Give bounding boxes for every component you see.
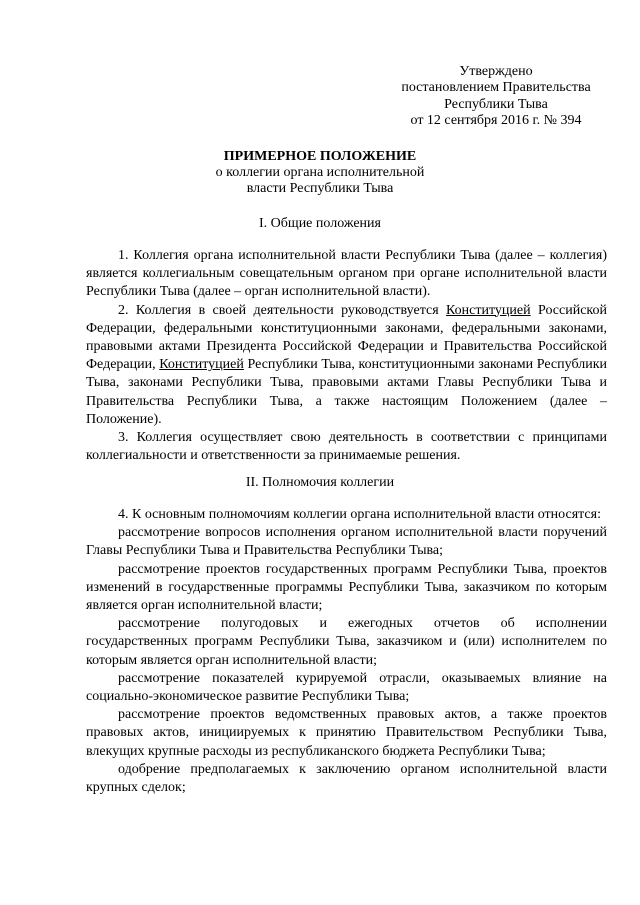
paragraph-text: Республики Тыва, конституционными законами Республики Тыва, законами Республики Тыва, правовыми актами Главы Республики Тыва и Правительства Республики Тыва, а также настоящим Положением (далее – Положение). (86, 357, 607, 427)
constitution-rf-link[interactable]: Конституцией (446, 302, 531, 318)
title-heading: ПРИМЕРНОЕ ПОЛОЖЕНИЕ (223, 149, 417, 164)
paragraph-text: 2. Коллегия в своей деятельности руководствуется (118, 302, 447, 318)
approval-line: от 12 сентября 2016 г. № 394 (410, 112, 582, 128)
list-item: рассмотрение проектов ведомственных правовых актов, а также проектов правовых актов, инициируемых к принятию Правительством Республики Тыва, влекущих крупные расходы из республиканского бюджета Республики Тыва; (86, 707, 607, 759)
paragraph-1: 1. Коллегия органа исполнительной власти Республики Тыва (далее – коллегия) является коллегиальным совещательным органом при органе исполнительной власти Республики Тыва (далее – орган исполнительной власти). (86, 248, 607, 300)
paragraph-4: 4. К основным полномочиям коллегии органа исполнительной власти относятся: (118, 507, 601, 522)
document-title (0, 149, 640, 197)
list-item: рассмотрение полугодовых и ежегодных отчетов об исполнении государственных программ Республики Тыва, заказчиком и (или) исполнителем по которым является орган исполнительной власти; (86, 616, 607, 668)
approval-line: Утверждено (459, 64, 533, 79)
approval-line: постановлением Правительства (401, 80, 591, 96)
section-heading-1: I. Общие положения (259, 216, 381, 231)
paragraph-2 (86, 302, 607, 429)
paragraph-text: Российской Федерации, федеральными конституционными законами, федеральными законами, правовыми актами Президента Российской Федерации и Правительства Российской Федерации, (86, 302, 607, 373)
section-2-body (86, 506, 607, 797)
list-item: рассмотрение проектов государственных программ Республики Тыва, проектов изменений в государственные программы Республики Тыва, заказчиком по которым является орган исполнительной власти; (86, 561, 607, 614)
list-item: рассмотрение показателей курируемой отрасли, оказываемых влияние на социально-экономическое развитие Республики Тыва; (86, 670, 607, 705)
approval-line: Республики Тыва (444, 96, 548, 112)
paragraph-3: 3. Коллегия осуществляет свою деятельность в соответствии с принципами коллегиальности и ответственности за принимаемые решения. (86, 430, 607, 464)
constitution-rt-link[interactable]: Конституцией (159, 357, 244, 373)
list-item: рассмотрение вопросов исполнения органом исполнительной власти поручений Главы Республики Тыва и Правительства Республики Тыва; (86, 525, 607, 559)
list-item: одобрение предполагаемых к заключению органом исполнительной власти крупных сделок; (86, 761, 607, 796)
section-1-body (86, 247, 607, 465)
title-subtitle: власти Республики Тыва (246, 181, 394, 196)
title-subtitle: о коллегии органа исполнительной (215, 165, 425, 180)
approval-block (386, 64, 606, 129)
section-heading-2: II. Полномочия коллегии (245, 475, 395, 490)
